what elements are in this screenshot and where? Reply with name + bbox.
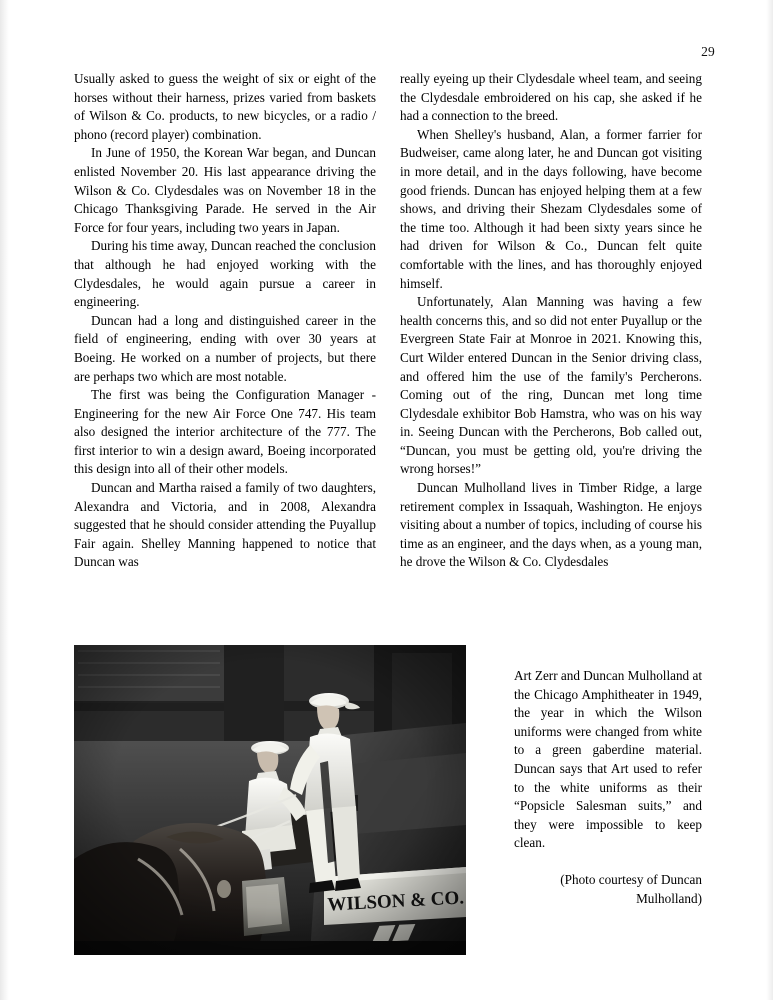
page-left-edge-shadow bbox=[0, 0, 9, 1000]
paragraph: The first was being the Configuration Manager - Engineering for the new Air Force One 747. His team also designed the interior architecture of the 777. The first interior to win a design award, Boeing incorporated this design into all of their other models. bbox=[74, 387, 376, 477]
page-number: 29 bbox=[701, 44, 715, 59]
photo-caption-column bbox=[514, 645, 702, 955]
paragraph: Usually asked to guess the weight of six or eight of the horses without their harness, prizes varied from baskets of Wilson & Co. products, to new bicycles, or a radio / phono (record player) combination. bbox=[74, 71, 376, 142]
paragraph: During his time away, Duncan reached the conclusion that although he had enjoyed working with the Clydesdales, he would again pursue a career in engineering. bbox=[74, 238, 376, 310]
paragraph: really eyeing up their Clydesdale wheel team, and seeing the Clydesdale embroidered on his cap, she asked if he had a connection to the breed. bbox=[400, 71, 702, 124]
right-text-column bbox=[400, 70, 702, 572]
page-right-edge-shadow bbox=[766, 0, 773, 1000]
paragraph: When Shelley's husband, Alan, a former farrier for Budweiser, came along later, he and Duncan got visiting in more detail, and in the days following, have become good friends. Duncan has enjoyed helping them at a few shows, and driving their Shezam Clydesdales some of the time too. Although it had been sixty years since he had driven for Wilson & Co., Duncan felt quite comfortable with the lines, and has thoroughly enjoyed himself. bbox=[400, 126, 702, 291]
paragraph: Duncan and Martha raised a family of two daughters, Alexandra and Victoria, and in 2008, Alexandra suggested that he should consider attending the Puyallup Fair again. Shelley Manning happened to notice that Duncan was bbox=[74, 480, 376, 570]
historic-photo bbox=[74, 645, 466, 955]
left-text-column bbox=[74, 70, 376, 572]
paragraph: Duncan had a long and distinguished career in the field of engineering, ending with over 30 years at Boeing. He worked on a number of projects, but there are perhaps two which are most notable. bbox=[74, 312, 376, 384]
photo-credit: (Photo courtesy of Duncan Mulholland) bbox=[560, 871, 702, 906]
photo-illustration bbox=[74, 645, 466, 955]
photo-caption: Art Zerr and Duncan Mulholland at the Chicago Amphitheater in 1949, the year in which the Wilson uniforms were changed from white to a green gaberdine material. Duncan says that Art used to refer to the white uniforms as their “Popsicle Salesman suits,” and they were impossible to keep clean. bbox=[514, 668, 702, 851]
page-body bbox=[74, 70, 702, 572]
photo-and-caption-block bbox=[74, 645, 702, 955]
paragraph: In June of 1950, the Korean War began, and Duncan enlisted November 20. His last appearance driving the Wilson & Co. Clydesdales was on November 18 in the Chicago Thanksgiving Parade. He served in the Air Force for four years, including two years in Japan. bbox=[74, 145, 376, 235]
two-column-text bbox=[74, 70, 702, 572]
paragraph: Duncan Mulholland lives in Timber Ridge, a large retirement complex in Issaquah, Washington. He enjoys visiting about a number of topics, including of course his time as an engineer, and the days when, as a young man, he drove the Wilson & Co. Clydesdales bbox=[400, 480, 702, 570]
paragraph: Unfortunately, Alan Manning was having a few health concerns this, and so did not enter Puyallup or the Evergreen State Fair at Monroe in 2021. Knowing this, Curt Wilder entered Duncan in the Senior driving class, and offered him the use of the family's Percherons. Coming out of the ring, Duncan met long time Clydesdale exhibitor Bob Hamstra, who was on his way in. Seeing Duncan with the Percherons, Bob called out, “Duncan, you must be getting old, you're driving the wrong horses!” bbox=[400, 294, 702, 477]
